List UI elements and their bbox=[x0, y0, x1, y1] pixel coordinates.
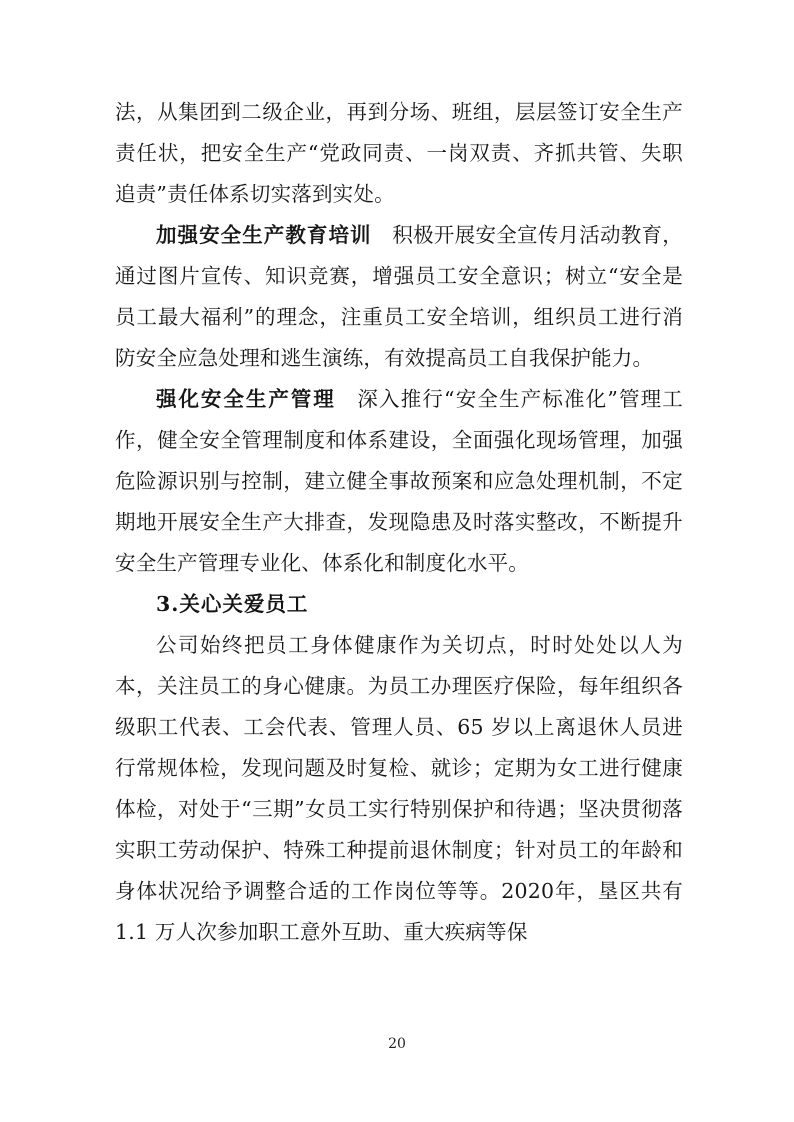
paragraph-lead-safety-management: 强化安全生产管理 bbox=[156, 387, 336, 411]
paragraph-body-safety-management: 深入推行“安全生产标准化”管理工作，健全安全管理制度和体系建设，全面强化现场管理，加强危险源识别与控制，建立健全事故预案和应急处理机制，不定期地开展安全生产大排查，发现隐患及时落实整改，不断提升安全生产管理专业化、体系化和制度化水平。 bbox=[115, 387, 684, 575]
paragraph-lead-safety-training: 加强安全生产教育培训 bbox=[156, 223, 372, 247]
paragraph-body-safety-training: 积极开展安全宣传月活动教育，通过图片宣传、知识竞赛，增强员工安全意识；树立“安全是员工最大福利”的理念，注重员工安全培训，组织员工进行消防安全应急处理和逃生演练，有效提高员工自我保护能力。 bbox=[115, 223, 683, 370]
paragraph-safety-training bbox=[115, 215, 683, 379]
paragraph-employee-health: 公司始终把员工身体健康作为关切点，时时处处以人为本，关注员工的身心健康。为员工办理医疗保险，每年组织各级职工代表、工会代表、管理人员、65 岁以上离退休人员进行常规体检，发现问题及时复检、就诊；定期为女工进行健康体检，对处于“三期”女员工实行特别保护和待遇；坚决贯彻落实职工劳动保护、特殊工种提前退休制度；针对员工的年龄和身体状况给予调整合适的工作岗位等等。2020年，垦区共有 1.1 万人次参加职工意外互助、重大疾病等保 bbox=[115, 633, 683, 944]
paragraph-continued: 法，从集团到二级企业，再到分场、班组，层层签订安全生产责任状，把安全生产“党政同责、一岗双责、齐抓共管、失职追责”责任体系切实落到实处。 bbox=[115, 100, 683, 206]
paragraph-safety-management bbox=[115, 379, 683, 584]
section-heading-employee-care: 3.关心关爱员工 bbox=[156, 592, 309, 616]
page-content bbox=[115, 92, 683, 953]
page-number: 20 bbox=[388, 1036, 406, 1052]
